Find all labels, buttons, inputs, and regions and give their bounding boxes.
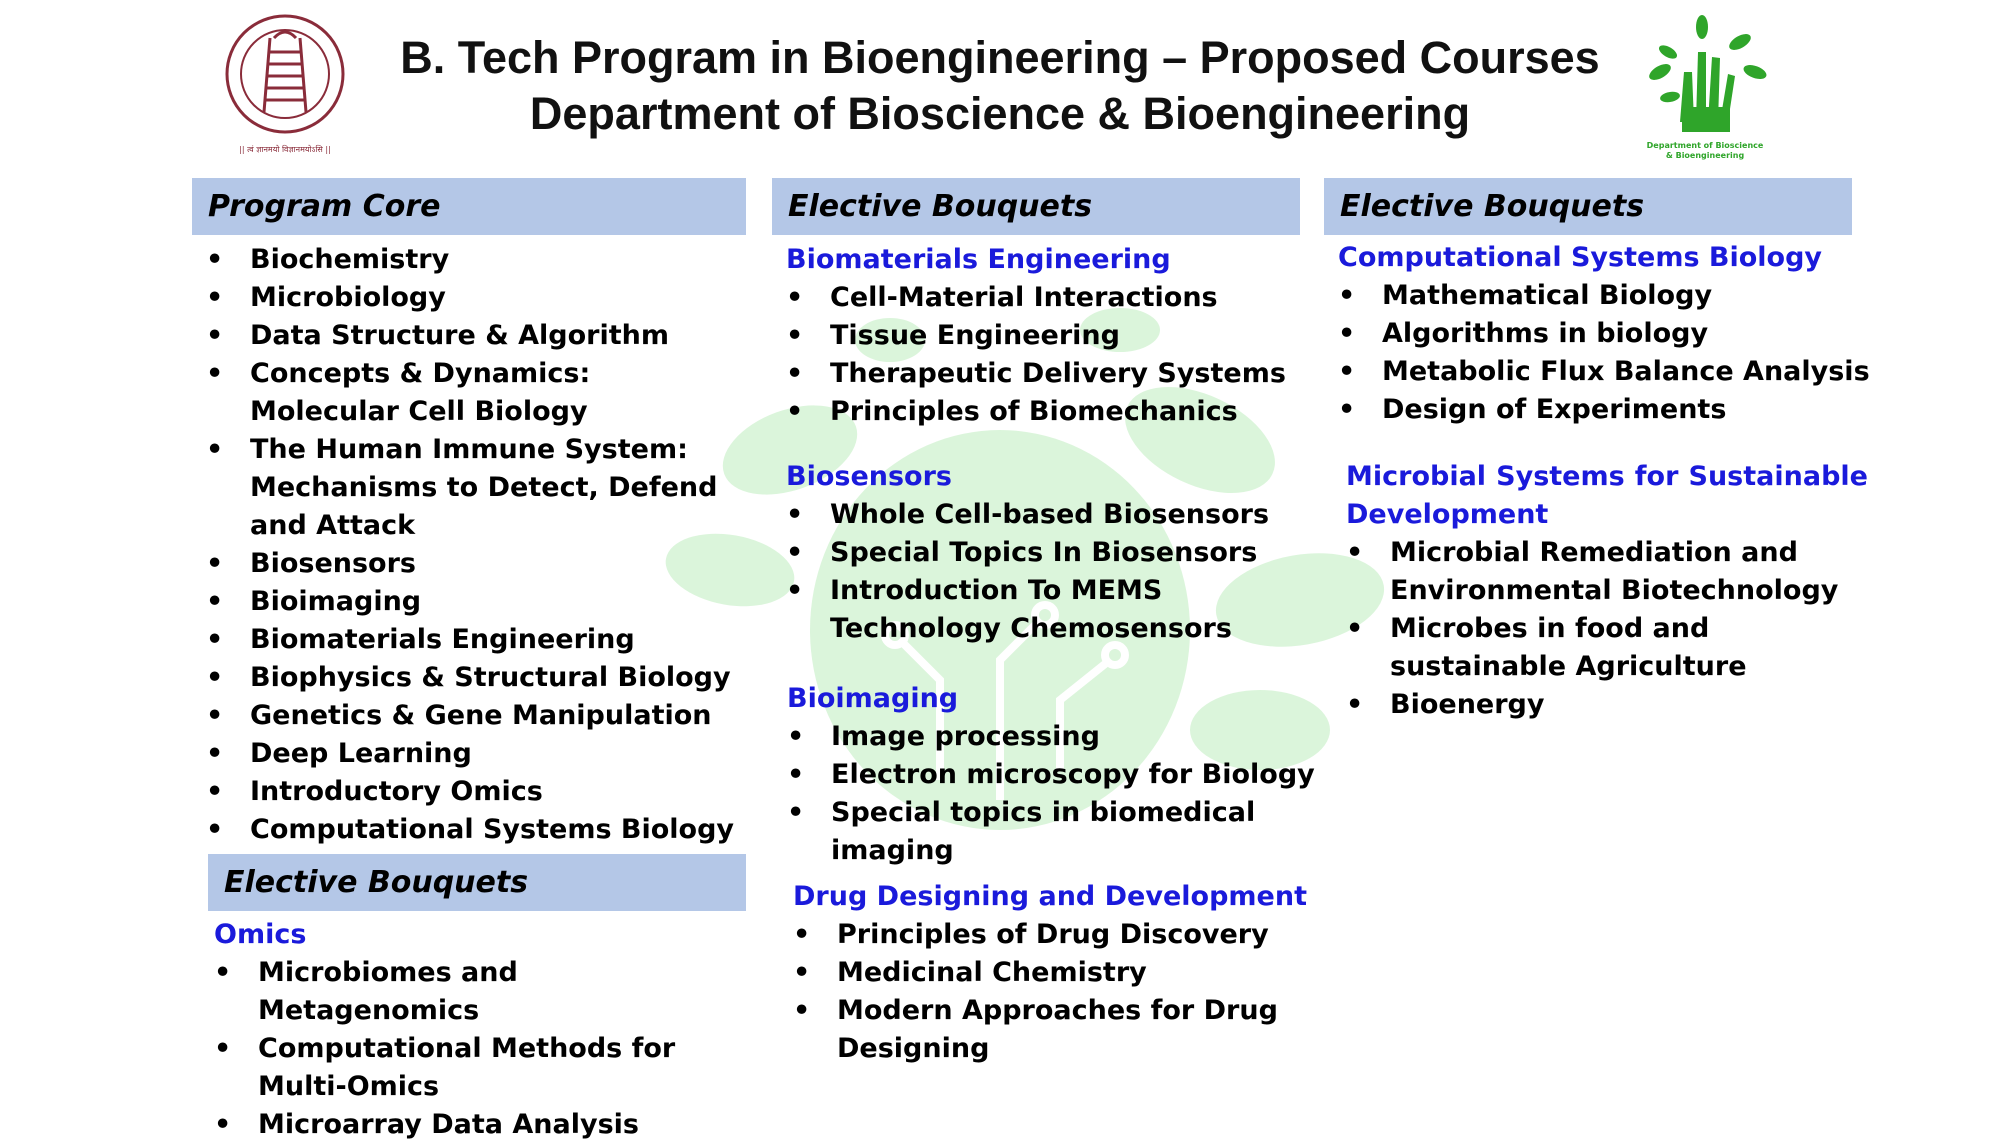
course-item: • Medicinal Chemistry: [793, 954, 1313, 992]
course-item: • The Human Immune System: Mechanisms to Detect, Defend and Attack: [206, 431, 736, 545]
course-item: • Algorithms in biology: [1338, 315, 1878, 353]
course-item: • Microbiology: [206, 279, 736, 317]
omics-title: Omics: [214, 919, 307, 950]
course-item: • Microbes in food and sustainable Agriculture: [1346, 610, 1866, 686]
title-line-2: Department of Bioscience & Bioengineering: [529, 88, 1471, 139]
program-core-list: [206, 241, 736, 849]
course-item: • Bioenergy: [1346, 686, 1866, 724]
col2-elective-heading: Elective Bouquets: [772, 178, 1300, 235]
svg-text:& Bioengineering: & Bioengineering: [1665, 151, 1745, 160]
course-item: • Principles of Drug Discovery: [793, 916, 1313, 954]
program-core-heading: Program Core: [192, 178, 746, 235]
department-logo: [1640, 12, 1770, 162]
course-item: • Computational Systems Biology: [206, 811, 736, 849]
course-item: • Therapeutic Delivery Systems: [786, 355, 1306, 393]
course-item: • Principles of Biomechanics: [786, 393, 1306, 431]
course-item: • Design of Experiments: [1338, 391, 1878, 429]
csb-list: [1338, 277, 1878, 429]
drug-design-list: [793, 916, 1313, 1068]
course-item: • Whole Cell-based Biosensors: [786, 496, 1306, 534]
course-item: • Modern Approaches for Drug Designing: [793, 992, 1313, 1068]
course-item: • Biomaterials Engineering: [206, 621, 736, 659]
iit-jodhpur-logo: [218, 8, 352, 158]
course-item: • Microarray Data Analysis: [214, 1106, 744, 1144]
biomaterials-list: [786, 279, 1306, 431]
course-item: • Cell-Material Interactions: [786, 279, 1306, 317]
course-item: • Electron microscopy for Biology: [787, 756, 1317, 794]
course-item: • Biochemistry: [206, 241, 736, 279]
course-item: • Genetics & Gene Manipulation: [206, 697, 736, 735]
svg-text:|| त्वं ज्ञानमयो विज्ञानमयोऽसि: || त्वं ज्ञानमयो विज्ञानमयोऽसि ||: [239, 145, 331, 154]
col1-elective-heading: Elective Bouquets: [208, 854, 746, 911]
course-item: • Tissue Engineering: [786, 317, 1306, 355]
course-item: • Biosensors: [206, 545, 736, 583]
course-item: • Image processing: [787, 718, 1317, 756]
course-item: • Mathematical Biology: [1338, 277, 1878, 315]
course-item: • Metabolic Flux Balance Analysis: [1338, 353, 1878, 391]
course-item: • Introduction To MEMS Technology Chemosensors: [786, 572, 1306, 648]
course-item: • Biophysics & Structural Biology: [206, 659, 736, 697]
microbial-title-line-2: Development: [1346, 499, 1549, 530]
course-item: • Deep Learning: [206, 735, 736, 773]
microbial-systems-title: [1346, 458, 1868, 496]
csb-title: Computational Systems Biology: [1338, 242, 1823, 273]
course-item: • Microbiomes and Metagenomics: [214, 954, 744, 1030]
biomaterials-title: Biomaterials Engineering: [786, 244, 1171, 275]
course-item: • Bioimaging: [206, 583, 736, 621]
biosensors-title: Biosensors: [786, 461, 952, 492]
bioimaging-list: [787, 718, 1317, 870]
course-item: • Introductory Omics: [206, 773, 736, 811]
title-line-1: B. Tech Program in Bioengineering – Proposed Courses: [400, 32, 1600, 83]
bioimaging-title: Bioimaging: [787, 683, 959, 714]
course-item: • Special topics in biomedical imaging: [787, 794, 1317, 870]
microbial-title-word: for: [1634, 461, 1679, 492]
microbial-title-word: Microbial: [1346, 461, 1487, 492]
course-item: • Computational Methods for Multi-Omics: [214, 1030, 744, 1106]
course-item: • Special Topics In Biosensors: [786, 534, 1306, 572]
omics-list: [214, 954, 744, 1144]
col3-elective-heading: Elective Bouquets: [1324, 178, 1852, 235]
biosensors-list: [786, 496, 1306, 648]
course-item: • Data Structure & Algorithm: [206, 317, 736, 355]
svg-text:Department of Bioscience: Department of Bioscience: [1646, 141, 1764, 150]
course-item: • Concepts & Dynamics: Molecular Cell Biology: [206, 355, 736, 431]
slide-title: [360, 30, 1640, 142]
microbial-systems-list: [1346, 534, 1866, 724]
microbial-title-word: Systems: [1496, 461, 1625, 492]
course-item: • Microbial Remediation and Environmental Biotechnology: [1346, 534, 1866, 610]
microbial-title-word: Sustainable: [1688, 461, 1868, 492]
drug-design-title: Drug Designing and Development: [793, 881, 1307, 912]
